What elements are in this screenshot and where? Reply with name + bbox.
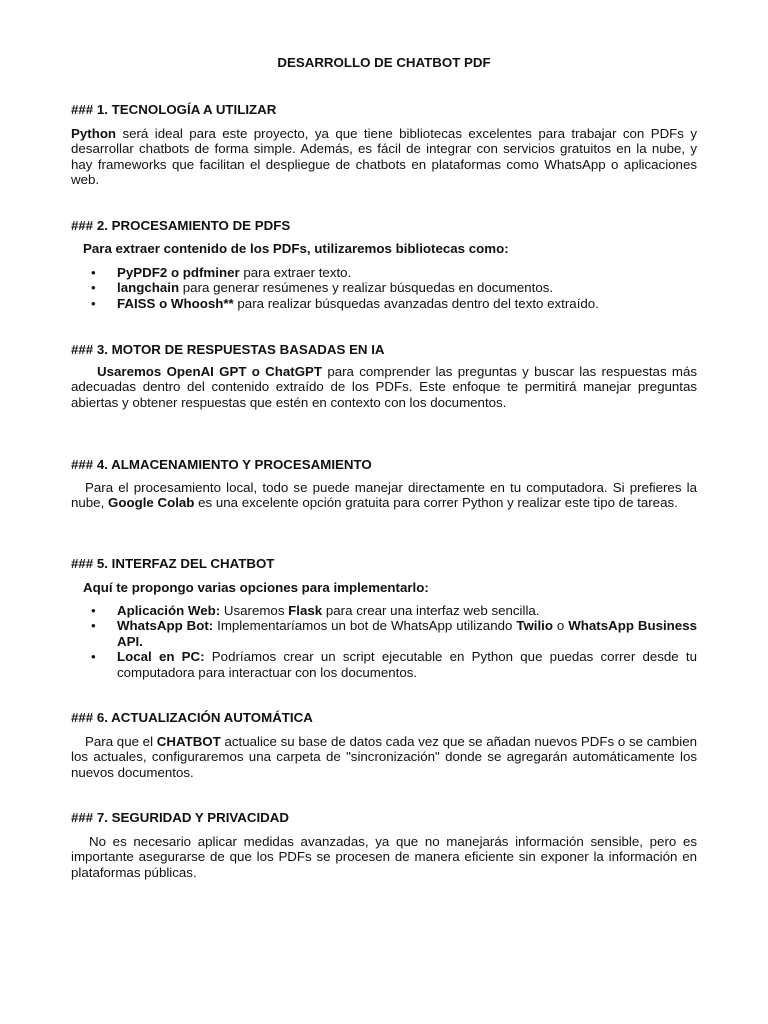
section-2-lead: Para extraer contenido de los PDFs, utilizaremos bibliotecas como:: [83, 241, 509, 256]
list-item: • PyPDF2 o pdfminer para extraer texto.: [91, 265, 352, 280]
bullet-icon: •: [91, 649, 96, 665]
section-2-heading: ### 2. PROCESAMIENTO DE PDFS: [71, 218, 291, 233]
bullet-icon: •: [91, 618, 96, 634]
bullet-icon: •: [91, 295, 96, 311]
section-6-heading: ### 6. ACTUALIZACIÓN AUTOMÁTICA: [71, 710, 313, 725]
list-item: • FAISS o Whoosh** para realizar búsquedas avanzadas dentro del texto extraído.: [91, 295, 599, 311]
section-4-heading: ### 4. ALMACENAMIENTO Y PROCESAMIENTO: [71, 457, 372, 472]
section-3-paragraph: Usaremos OpenAI GPT o ChatGPT para comprender las preguntas y buscar las respuestas más adecuadas dentro del contenido extraído de los PDFs. Este enfoque te permitirá manejar preguntas abiertas y obtener respuestas que estén en contexto con los documentos.: [71, 364, 697, 410]
bullet-icon: •: [91, 265, 96, 280]
section-6-paragraph: Para que el CHATBOT actualice su base de datos cada vez que se añadan nuevos PDFs o se cambien los actuales, configuraremos una carpeta de "sincronización" donde se agregarán automáticamente los nuevos documentos.: [71, 734, 697, 780]
list-item: • langchain para generar resúmenes y realizar búsquedas en documentos.: [91, 280, 554, 296]
section-1-paragraph: Python será ideal para este proyecto, ya que tiene bibliotecas excelentes para trabajar con PDFs y desarrollar chatbots de forma simple. Además, es fácil de integrar con servicios gratuitos en la nube, y hay frameworks que facilitan el despliegue de chatbots en plataformas como WhatsApp o aplicaciones web.: [71, 126, 697, 188]
section-2-list: [71, 265, 697, 311]
list-item: • Local en PC: Podríamos crear un script ejecutable en Python que puedas correr desde tu computadora para interactuar con los documentos.: [91, 649, 698, 680]
section-7-paragraph: No es necesario aplicar medidas avanzadas, ya que no manejarás información sensible, pero es importante asegurarse de que los PDFs se procesen de manera eficiente sin exponer la información en plataformas públicas.: [71, 834, 697, 880]
python-term: Python: [71, 126, 117, 141]
section-5-lead: Aquí te propongo varias opciones para implementarlo:: [83, 580, 429, 595]
bullet-icon: •: [91, 280, 96, 296]
list-item: • Aplicación Web: Usaremos Flask para crear una interfaz web sencilla.: [91, 603, 540, 618]
section-5-list: [71, 603, 697, 680]
list-item: • WhatsApp Bot: Implementaríamos un bot de WhatsApp utilizando Twilio o WhatsApp Business API.: [91, 618, 697, 649]
bullet-icon: •: [91, 603, 96, 618]
section-3-heading: ### 3. MOTOR DE RESPUESTAS BASADAS EN IA: [71, 342, 385, 357]
section-5-heading: ### 5. INTERFAZ DEL CHATBOT: [71, 556, 275, 571]
section-7-heading: ### 7. SEGURIDAD Y PRIVACIDAD: [71, 810, 289, 825]
section-1-heading: ### 1. TECNOLOGÍA A UTILIZAR: [71, 102, 277, 117]
section-4-paragraph: Para el procesamiento local, todo se puede manejar directamente en tu computadora. Si prefieres la nube, Google Colab es una excelente opción gratuita para correr Python y realizar este tipo de tareas.: [71, 480, 697, 511]
document-title: DESARROLLO DE CHATBOT PDF: [277, 55, 491, 70]
